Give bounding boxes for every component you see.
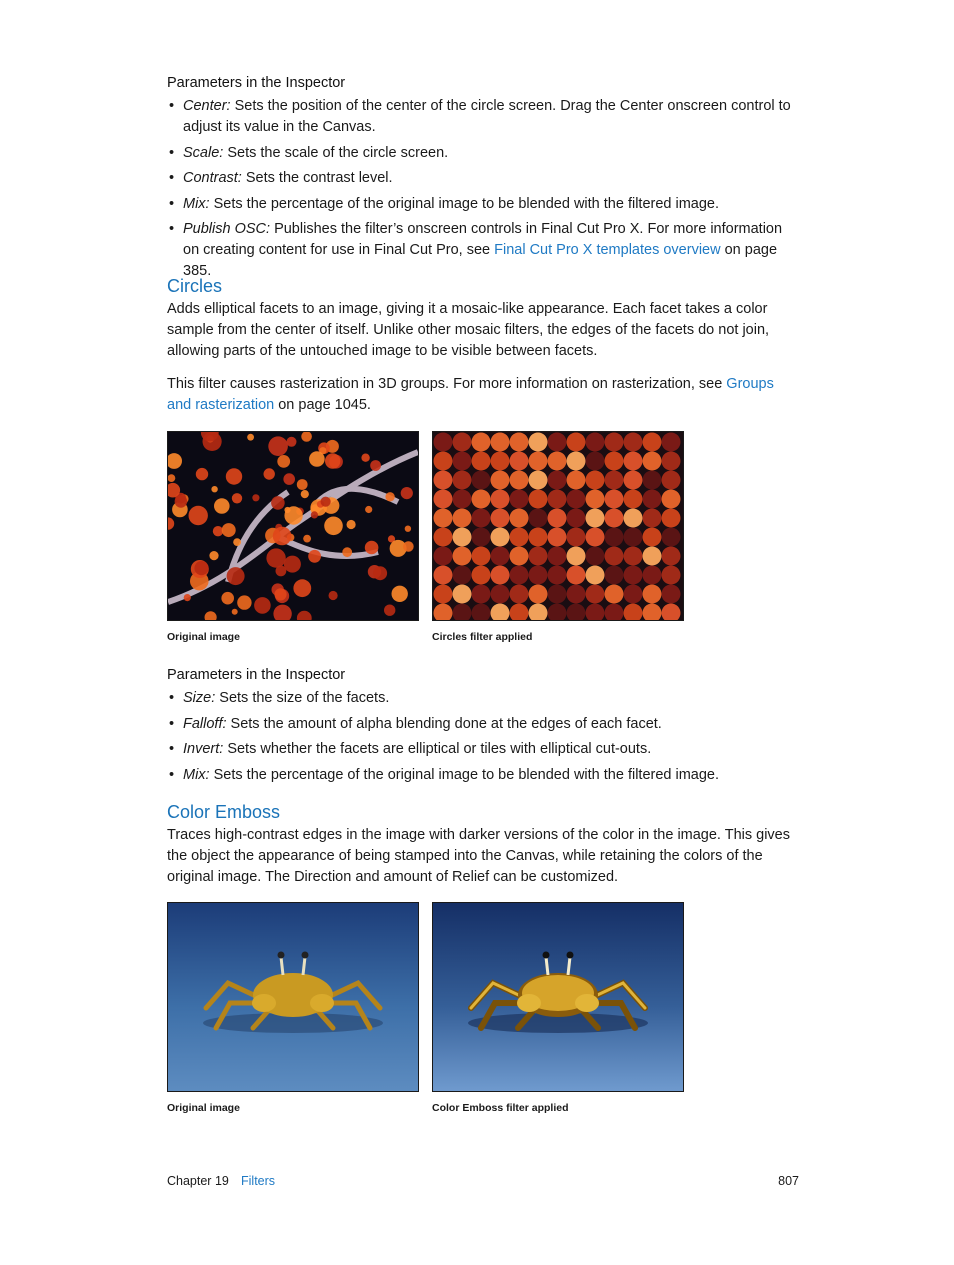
param-term: Publish OSC: [183, 221, 271, 237]
param-description: Sets the scale of the circle screen. [223, 144, 449, 161]
list-item [167, 765, 799, 786]
circles-description: Adds elliptical facets to an image, giving it a mosaic-like appearance. Each facet takes a color sample from the center of itself. Unlike other mosaic filters, the edges of the facets do not join, allowing parts of the untouched image to be visible between facets. [167, 301, 770, 359]
bullet-icon: • [169, 741, 175, 757]
list-item [167, 96, 799, 138]
groups-rasterization-link[interactable]: Groups and rasterization [167, 376, 774, 413]
bullet-icon: • [169, 98, 175, 114]
crab-color-emboss-image [432, 902, 684, 1092]
bullet-icon: • [169, 766, 175, 783]
param-term: Falloff: [183, 715, 227, 732]
bullet-icon: • [169, 170, 175, 186]
param-term: Mix: [183, 195, 210, 212]
param-description: Sets the size of the facets. [215, 690, 390, 706]
footer-section-link[interactable]: Filters [241, 1174, 276, 1188]
param-description: Sets the percentage of the original image to be blended with the filtered image. [209, 195, 720, 212]
bullet-icon: • [169, 195, 175, 212]
circles-parameters-heading: Parameters in the Inspector [167, 667, 346, 683]
crab-original-image [167, 902, 419, 1092]
coral-original-image [167, 431, 419, 621]
param-term: Scale: [183, 144, 224, 161]
circles-rasterization-note: This filter causes rasterization in 3D groups. For more information on rasterization, see Groups and rasterization on page 1045. [167, 376, 774, 413]
param-term: Center: [183, 98, 231, 114]
coral-circles-filter-image [432, 431, 684, 621]
list-item [167, 168, 799, 189]
list-item [167, 194, 799, 215]
bullet-icon: • [169, 221, 175, 237]
param-term: Size: [183, 690, 216, 706]
color-emboss-description: Traces high-contrast edges in the image with darker versions of the color in the image. This gives the object the appearance of being stamped into the Canvas, while retaining the colors of the original image. The Direction and amount of Relief can be customized. [167, 827, 790, 885]
list-item [167, 688, 799, 709]
caption-color-emboss-filter: Color Emboss filter applied [432, 1102, 569, 1114]
list-item [167, 219, 799, 282]
param-description: Sets the percentage of the original image to be blended with the filtered image. [209, 766, 720, 783]
list-item [167, 739, 799, 760]
bullet-icon: • [169, 715, 175, 732]
templates-overview-link[interactable]: Final Cut Pro X templates overview [494, 242, 721, 258]
param-description: Sets the amount of alpha blending done at the edges of each facet. [226, 715, 662, 732]
param-description: Publishes the filter’s onscreen controls in Final Cut Pro X. For more information on creating content for use in Final Cut Pro, see [183, 221, 783, 258]
param-description: Sets the position of the center of the circle screen. Drag the Center onscreen control to adjust its value in the Canvas. [183, 98, 791, 135]
param-description: Sets the contrast level. [241, 170, 393, 186]
param-description-after: on page 385. [183, 242, 778, 279]
list-item [167, 143, 799, 164]
param-term: Mix: [183, 766, 210, 783]
circles-heading: Circles [167, 276, 223, 296]
list-item [167, 714, 799, 735]
caption-original-image: Original image [167, 631, 240, 643]
color-emboss-heading: Color Emboss [167, 802, 281, 822]
param-term: Contrast: [183, 170, 242, 186]
circles-parameters-list [167, 688, 799, 790]
caption-circles-filter: Circles filter applied [432, 631, 533, 643]
parameters-list [167, 96, 799, 287]
bullet-icon: • [169, 144, 175, 161]
caption-original-image-2: Original image [167, 1102, 240, 1114]
footer-page-number: 807 [778, 1174, 799, 1188]
param-description: Sets whether the facets are elliptical or tiles with elliptical cut-outs. [223, 741, 652, 757]
parameters-heading: Parameters in the Inspector [167, 75, 346, 91]
footer-chapter: Chapter 19 [167, 1174, 229, 1188]
param-term: Invert: [183, 741, 224, 757]
bullet-icon: • [169, 690, 175, 706]
